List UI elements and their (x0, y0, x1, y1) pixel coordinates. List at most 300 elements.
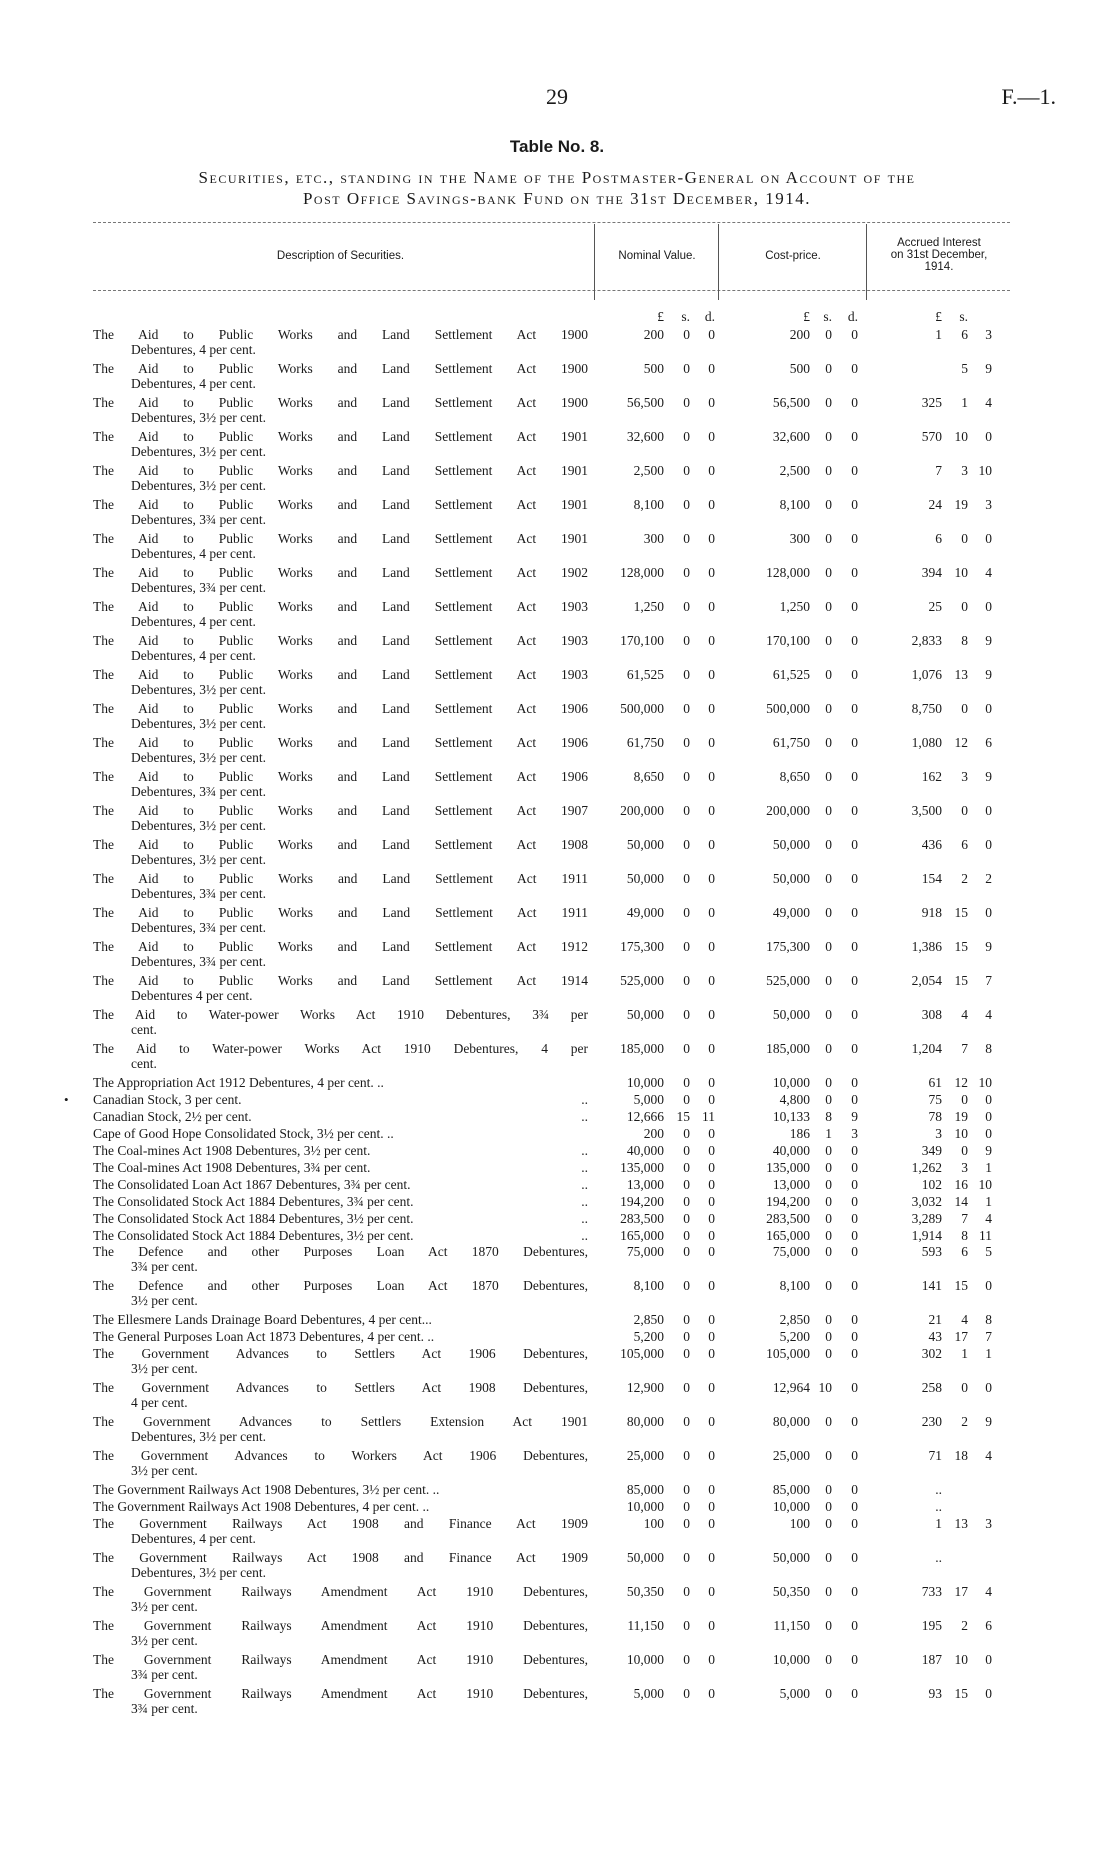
nominal-pence: 0 (708, 599, 715, 614)
accrued-shillings: 6 (961, 327, 968, 342)
cost-pence: 0 (851, 1041, 858, 1056)
security-description: The Government Railways Amendment Act 1910 Debentures, (93, 1686, 588, 1701)
nominal-pence: 0 (708, 701, 715, 716)
accrued-pence: 0 (985, 1109, 992, 1124)
nominal-pence: 0 (708, 1584, 715, 1599)
nominal-shillings: 0 (683, 1075, 690, 1090)
nominal-shillings: 0 (683, 1160, 690, 1175)
cost-shillings: 1 (825, 1126, 832, 1141)
security-description: The Aid to Public Works and Land Settlement Act 1902 (93, 565, 588, 580)
accrued-pounds: 733 (921, 1584, 942, 1599)
accrued-pence: 3 (985, 1516, 992, 1531)
nominal-pounds: 185,000 (620, 1041, 664, 1056)
nominal-pence: 0 (708, 1618, 715, 1633)
cost-pence-unit: d. (847, 309, 858, 324)
column-header-description: Description of Securities. (276, 250, 405, 262)
cost-shillings: 0 (825, 463, 832, 478)
cost-pence: 0 (851, 701, 858, 716)
nominal-pounds: 5,200 (633, 1329, 664, 1344)
accrued-pence: 5 (985, 1244, 992, 1259)
cost-pounds: 4,800 (779, 1092, 810, 1107)
cost-shillings: 0 (825, 1482, 832, 1497)
nominal-pounds: 8,100 (633, 497, 664, 512)
security-description-continued: Debentures, 3¾ per cent. (131, 954, 266, 969)
nominal-pounds: 12,900 (626, 1380, 664, 1395)
accrued-pence: 0 (985, 429, 992, 444)
cost-shillings: 0 (825, 599, 832, 614)
cost-shillings: 0 (825, 1278, 832, 1293)
accrued-shillings: 0 (961, 1092, 968, 1107)
accrued-shillings: 13 (954, 1516, 968, 1531)
cost-shillings: 8 (825, 1109, 832, 1124)
nominal-pence: 0 (708, 1329, 715, 1344)
cost-pounds: 200 (789, 327, 810, 342)
cost-pence: 0 (851, 1211, 858, 1226)
cost-shillings: 0 (825, 565, 832, 580)
accrued-pence: 4 (985, 1584, 992, 1599)
accrued-pounds: 195 (921, 1618, 942, 1633)
accrued-pounds: 1,914 (911, 1228, 942, 1243)
nominal-pence: 0 (708, 1211, 715, 1226)
nominal-pence: 11 (702, 1109, 715, 1124)
security-description: The Consolidated Stock Act 1884 Debentures, 3½ per cent. (93, 1228, 414, 1243)
accrued-shillings: 6 (961, 1244, 968, 1259)
nominal-pence: 0 (708, 871, 715, 886)
nominal-pence: 0 (708, 1228, 715, 1243)
nominal-pounds: 135,000 (620, 1160, 664, 1175)
cost-pounds: 525,000 (766, 973, 810, 988)
nominal-pounds: 525,000 (620, 973, 664, 988)
security-description-continued: 3½ per cent. (131, 1633, 198, 1648)
nominal-shillings: 0 (683, 1652, 690, 1667)
nominal-pounds: 56,500 (626, 395, 664, 410)
accrued-pounds: 394 (921, 565, 942, 580)
nominal-shilling-unit: s. (681, 309, 690, 324)
nominal-shillings: 0 (683, 1126, 690, 1141)
security-description-continued: 3½ per cent. (131, 1599, 198, 1614)
nominal-pence: 0 (708, 463, 715, 478)
accrued-pounds: 1,386 (911, 939, 942, 954)
nominal-shillings: 0 (683, 463, 690, 478)
nominal-shillings: 0 (683, 1516, 690, 1531)
nominal-shillings: 0 (683, 599, 690, 614)
security-description: The Aid to Public Works and Land Settlement Act 1908 (93, 837, 588, 852)
cost-shillings: 0 (825, 769, 832, 784)
subtitle-line-2: Post Office Savings-bank Fund on the 31st December, 1914. (302, 189, 812, 208)
cost-pence: 0 (851, 1516, 858, 1531)
cost-shillings: 0 (825, 1686, 832, 1701)
cost-pence: 0 (851, 1075, 858, 1090)
nominal-shillings: 0 (683, 497, 690, 512)
nominal-shillings: 0 (683, 565, 690, 580)
accrued-shillings: 14 (954, 1194, 968, 1209)
cost-pounds: 5,000 (779, 1686, 810, 1701)
cost-shillings: 0 (825, 531, 832, 546)
nominal-shillings: 0 (683, 769, 690, 784)
nominal-pounds: 40,000 (626, 1143, 664, 1158)
document-reference: F.—1. (1001, 84, 1056, 109)
accrued-pounds: 1 (935, 1516, 942, 1531)
cost-pounds: 105,000 (766, 1346, 810, 1361)
nominal-pounds: 200 (643, 327, 664, 342)
security-description: The Appropriation Act 1912 Debentures, 4 per cent. .. (93, 1075, 384, 1090)
nominal-pence: 0 (708, 1244, 715, 1259)
nominal-pence: 0 (708, 531, 715, 546)
accrued-pounds: 61 (928, 1075, 942, 1090)
security-description-continued: cent. (131, 1022, 157, 1037)
security-description: The Aid to Public Works and Land Settlement Act 1906 (93, 701, 588, 716)
accrued-shillings: 12 (954, 735, 968, 750)
nominal-shillings: 0 (683, 1380, 690, 1395)
accrued-shillings: 2 (961, 1414, 968, 1429)
subtitle-line-1: Securities, etc., standing in the Name of the Postmaster-General on Account of the (198, 168, 916, 187)
cost-shillings: 0 (825, 1516, 832, 1531)
nominal-shillings: 0 (683, 633, 690, 648)
cost-pence: 0 (851, 1329, 858, 1344)
nominal-pence: 0 (708, 1177, 715, 1192)
security-description: Cape of Good Hope Consolidated Stock, 3½ per cent. .. (93, 1126, 394, 1141)
nominal-pence: 0 (708, 1550, 715, 1565)
security-description-continued: Debentures, 3½ per cent. (131, 444, 266, 459)
cost-pounds: 194,200 (766, 1194, 810, 1209)
accrued-pence: 8 (985, 1041, 992, 1056)
nominal-pounds: 1,250 (633, 599, 664, 614)
security-description-continued: Debentures, 3½ per cent. (131, 1429, 266, 1444)
security-description-continued: Debentures, 4 per cent. (131, 1531, 256, 1546)
security-description-continued: 3¾ per cent. (131, 1667, 198, 1682)
cost-shillings: 0 (825, 633, 832, 648)
cost-pence: 0 (851, 599, 858, 614)
accrued-pence: 10 (978, 463, 992, 478)
security-description: The Government Advances to Settlers Extension Act 1901 (93, 1414, 588, 1429)
accrued-shillings: 1 (961, 1346, 968, 1361)
accrued-pence: 4 (985, 1448, 992, 1463)
cost-pence: 0 (851, 905, 858, 920)
nominal-shillings: 0 (683, 531, 690, 546)
accrued-pounds: 1,262 (911, 1160, 942, 1175)
accrued-pounds: 162 (921, 769, 942, 784)
nominal-pence: 0 (708, 1499, 715, 1514)
nominal-pence: 0 (708, 1160, 715, 1175)
nominal-shillings: 0 (683, 1244, 690, 1259)
nominal-pence: 0 (708, 1278, 715, 1293)
nominal-pence: 0 (708, 1126, 715, 1141)
cost-pence: 0 (851, 1346, 858, 1361)
cost-pence: 0 (851, 769, 858, 784)
cost-shillings: 0 (825, 327, 832, 342)
nominal-pence: 0 (708, 1007, 715, 1022)
accrued-pounds: 436 (921, 837, 942, 852)
nominal-pence: 0 (708, 939, 715, 954)
cost-pounds: 100 (789, 1516, 810, 1531)
cost-pound-unit: £ (803, 309, 810, 324)
cost-pounds: 10,133 (772, 1109, 810, 1124)
cost-shillings: 0 (825, 803, 832, 818)
security-description: The Government Railways Act 1908 and Finance Act 1909 (93, 1516, 588, 1531)
accrued-pence: 2 (985, 871, 992, 886)
accrued-header-line-3: 1914. (924, 261, 954, 273)
accrued-pence: 11 (979, 1228, 992, 1243)
security-description: The Ellesmere Lands Drainage Board Debentures, 4 per cent... (93, 1312, 432, 1327)
security-description: The Aid to Public Works and Land Settlement Act 1907 (93, 803, 588, 818)
nominal-pounds: 61,525 (626, 667, 664, 682)
nominal-pounds: 2,850 (633, 1312, 664, 1327)
cost-pence: 0 (851, 667, 858, 682)
leader-dots: .. (581, 1143, 588, 1158)
nominal-pounds: 194,200 (620, 1194, 664, 1209)
page-number: 29 (546, 84, 568, 109)
security-description-continued: Debentures, 3½ per cent. (131, 410, 266, 425)
nominal-shillings: 0 (683, 1329, 690, 1344)
nominal-pence: 0 (708, 1143, 715, 1158)
cost-pounds: 12,964 (772, 1380, 810, 1395)
accrued-pounds: 187 (921, 1652, 942, 1667)
accrued-pounds: 71 (928, 1448, 942, 1463)
nominal-pence: 0 (708, 565, 715, 580)
accrued-pounds: 325 (921, 395, 942, 410)
cost-shillings: 0 (825, 667, 832, 682)
cost-pence: 0 (851, 395, 858, 410)
cost-pounds: 10,000 (772, 1652, 810, 1667)
accrued-shillings: 10 (954, 1126, 968, 1141)
nominal-shillings: 0 (683, 837, 690, 852)
cost-shillings: 0 (825, 1143, 832, 1158)
accrued-pence: 0 (985, 531, 992, 546)
nominal-shillings: 15 (676, 1109, 690, 1124)
security-description: The Aid to Public Works and Land Settlement Act 1901 (93, 531, 588, 546)
security-description: The Aid to Public Works and Land Settlement Act 1901 (93, 463, 588, 478)
cost-pounds: 165,000 (766, 1228, 810, 1243)
security-description-continued: 3¾ per cent. (131, 1701, 198, 1716)
nominal-shillings: 0 (683, 1346, 690, 1361)
accrued-shillings: 0 (961, 599, 968, 614)
accrued-shillings: 12 (954, 1075, 968, 1090)
accrued-pounds: 1,080 (911, 735, 942, 750)
leader-dots: .. (581, 1160, 588, 1175)
cost-shillings: 0 (825, 1550, 832, 1565)
accrued-pence: 10 (978, 1075, 992, 1090)
nominal-shillings: 0 (683, 395, 690, 410)
cost-shillings: 0 (825, 497, 832, 512)
nominal-pounds: 500 (643, 361, 664, 376)
accrued-shillings: 15 (954, 973, 968, 988)
accrued-shillings: 18 (954, 1448, 968, 1463)
accrued-pence: 7 (985, 1329, 992, 1344)
accrued-pence: 0 (985, 1092, 992, 1107)
cost-pence: 0 (851, 1228, 858, 1243)
cost-pence: 0 (851, 327, 858, 342)
accrued-header-line-2: on 31st December, (890, 249, 988, 261)
accrued-shillings: 2 (961, 1618, 968, 1633)
accrued-pence: 1 (985, 1160, 992, 1175)
accrued-pence: 3 (985, 497, 992, 512)
cost-shillings: 0 (825, 1160, 832, 1175)
cost-shillings: 0 (825, 395, 832, 410)
cost-shillings: 0 (825, 1618, 832, 1633)
accrued-pence: 9 (985, 361, 992, 376)
accrued-pence: 0 (985, 905, 992, 920)
cost-pence: 3 (851, 1126, 858, 1141)
accrued-shillings: 6 (961, 837, 968, 852)
cost-pounds: 283,500 (766, 1211, 810, 1226)
accrued-pounds: 230 (921, 1414, 942, 1429)
accrued-pounds: 24 (928, 497, 942, 512)
cost-pounds: 186 (789, 1126, 810, 1141)
security-description: The Government Railways Amendment Act 1910 Debentures, (93, 1652, 588, 1667)
cost-pence: 0 (851, 1550, 858, 1565)
cost-shillings: 0 (825, 1075, 832, 1090)
accrued-pence: 4 (985, 395, 992, 410)
security-description: The Government Railways Amendment Act 1910 Debentures, (93, 1584, 588, 1599)
security-description: The Aid to Public Works and Land Settlement Act 1911 (93, 871, 588, 886)
cost-pence: 0 (851, 361, 858, 376)
nominal-pounds: 61,750 (626, 735, 664, 750)
cost-pounds: 175,300 (766, 939, 810, 954)
security-description: The Aid to Public Works and Land Settlement Act 1903 (93, 599, 588, 614)
nominal-pence: 0 (708, 1194, 715, 1209)
cost-pence: 0 (851, 1177, 858, 1192)
nominal-shillings: 0 (683, 1584, 690, 1599)
cost-pence: 0 (851, 1380, 858, 1395)
security-description: The Defence and other Purposes Loan Act 1870 Debentures, (93, 1244, 588, 1259)
cost-pounds: 75,000 (772, 1244, 810, 1259)
accrued-pence: 4 (985, 1211, 992, 1226)
nominal-pounds: 49,000 (626, 905, 664, 920)
accrued-shillings: 0 (961, 803, 968, 818)
security-description: The Consolidated Stock Act 1884 Debentures, 3½ per cent. (93, 1211, 414, 1226)
security-description: The Aid to Public Works and Land Settlement Act 1903 (93, 667, 588, 682)
table-title: Table No. 8. (509, 137, 605, 156)
nominal-shillings: 0 (683, 973, 690, 988)
security-description-continued: Debentures 4 per cent. (131, 988, 253, 1003)
accrued-shillings: 10 (954, 1652, 968, 1667)
nominal-shillings: 0 (683, 1228, 690, 1243)
cost-shillings: 0 (825, 939, 832, 954)
nominal-pence: 0 (708, 361, 715, 376)
cost-shillings: 0 (825, 735, 832, 750)
nominal-shillings: 0 (683, 1499, 690, 1514)
nominal-shillings: 0 (683, 1414, 690, 1429)
nominal-pounds: 10,000 (626, 1075, 664, 1090)
accrued-pounds: 308 (921, 1007, 942, 1022)
cost-pence: 0 (851, 1160, 858, 1175)
accrued-shillings: 4 (961, 1007, 968, 1022)
nominal-pounds: 8,100 (633, 1278, 664, 1293)
security-description-continued: Debentures, 3¾ per cent. (131, 784, 266, 799)
security-description: The Aid to Public Works and Land Settlement Act 1900 (93, 395, 588, 410)
security-description: The Government Railways Amendment Act 1910 Debentures, (93, 1618, 588, 1633)
accrued-pence: 0 (985, 599, 992, 614)
cost-pounds: 50,000 (772, 1550, 810, 1565)
cost-shillings: 0 (825, 905, 832, 920)
accrued-pounds: .. (935, 1550, 942, 1565)
accrued-shillings: 15 (954, 905, 968, 920)
security-description-continued: Debentures, 3¾ per cent. (131, 886, 266, 901)
cost-pence: 0 (851, 1312, 858, 1327)
accrued-shillings: 5 (961, 361, 968, 376)
nominal-pounds: 80,000 (626, 1414, 664, 1429)
security-description-continued: Debentures, 3½ per cent. (131, 478, 266, 493)
security-description-continued: Debentures, 3½ per cent. (131, 716, 266, 731)
nominal-shillings: 0 (683, 1177, 690, 1192)
security-description: The Aid to Water-power Works Act 1910 Debentures, 3¾ per (93, 1007, 588, 1022)
accrued-pence: 9 (985, 667, 992, 682)
security-description-continued: Debentures, 3½ per cent. (131, 1565, 266, 1580)
nominal-pence: 0 (708, 1312, 715, 1327)
cost-pence: 0 (851, 1092, 858, 1107)
cost-pounds: 61,750 (772, 735, 810, 750)
accrued-pence: 0 (985, 1278, 992, 1293)
cost-shillings: 0 (825, 1007, 832, 1022)
nominal-pounds: 105,000 (620, 1346, 664, 1361)
nominal-shillings: 0 (683, 1448, 690, 1463)
cost-pounds: 49,000 (772, 905, 810, 920)
cost-pounds: 25,000 (772, 1448, 810, 1463)
cost-shillings: 0 (825, 1228, 832, 1243)
leader-dots: .. (581, 1211, 588, 1226)
nominal-pence: 0 (708, 633, 715, 648)
cost-shillings: 0 (825, 973, 832, 988)
nominal-shillings: 0 (683, 735, 690, 750)
nominal-pence: 0 (708, 1414, 715, 1429)
margin-mark: • (64, 1092, 69, 1107)
accrued-pounds: 7 (935, 463, 942, 478)
nominal-pence: 0 (708, 973, 715, 988)
accrued-shillings: 19 (954, 497, 968, 512)
accrued-pence: 9 (985, 939, 992, 954)
security-description-continued: Debentures, 4 per cent. (131, 648, 256, 663)
nominal-pounds: 100 (643, 1516, 664, 1531)
nominal-pounds: 200 (643, 1126, 664, 1141)
nominal-shillings: 0 (683, 1278, 690, 1293)
nominal-pounds: 50,000 (626, 837, 664, 852)
accrued-shillings: 17 (954, 1329, 968, 1344)
nominal-pounds: 13,000 (626, 1177, 664, 1192)
leader-dots: .. (581, 1228, 588, 1243)
accrued-pence: 6 (985, 1618, 992, 1633)
cost-pounds: 50,000 (772, 871, 810, 886)
security-description-continued: Debentures, 4 per cent. (131, 376, 256, 391)
cost-pounds: 11,150 (773, 1618, 810, 1633)
accrued-shillings: 13 (954, 667, 968, 682)
security-description: The General Purposes Loan Act 1873 Debentures, 4 per cent. .. (93, 1329, 435, 1344)
security-description-continued: cent. (131, 1056, 157, 1071)
nominal-pounds: 11,150 (627, 1618, 664, 1633)
cost-pence: 0 (851, 463, 858, 478)
nominal-pounds: 5,000 (633, 1092, 664, 1107)
cost-shilling-unit: s. (823, 309, 832, 324)
nominal-shillings: 0 (683, 905, 690, 920)
security-description: The Government Railways Act 1908 Debentures, 3½ per cent. .. (93, 1482, 440, 1497)
nominal-pence: 0 (708, 395, 715, 410)
nominal-shillings: 0 (683, 939, 690, 954)
cost-pence: 0 (851, 1448, 858, 1463)
accrued-shillings: 0 (961, 1380, 968, 1395)
accrued-pounds: .. (935, 1499, 942, 1514)
accrued-pounds: 1 (935, 327, 942, 342)
cost-pounds: 32,600 (772, 429, 810, 444)
nominal-shillings: 0 (683, 803, 690, 818)
cost-shillings: 0 (825, 1092, 832, 1107)
nominal-pence: 0 (708, 497, 715, 512)
nominal-pence: 0 (708, 1482, 715, 1497)
accrued-pounds: 3,032 (911, 1194, 942, 1209)
leader-dots: .. (581, 1092, 588, 1107)
cost-pence: 0 (851, 871, 858, 886)
cost-pence: 0 (851, 633, 858, 648)
accrued-pence: 9 (985, 769, 992, 784)
security-description: The Defence and other Purposes Loan Act 1870 Debentures, (93, 1278, 588, 1293)
